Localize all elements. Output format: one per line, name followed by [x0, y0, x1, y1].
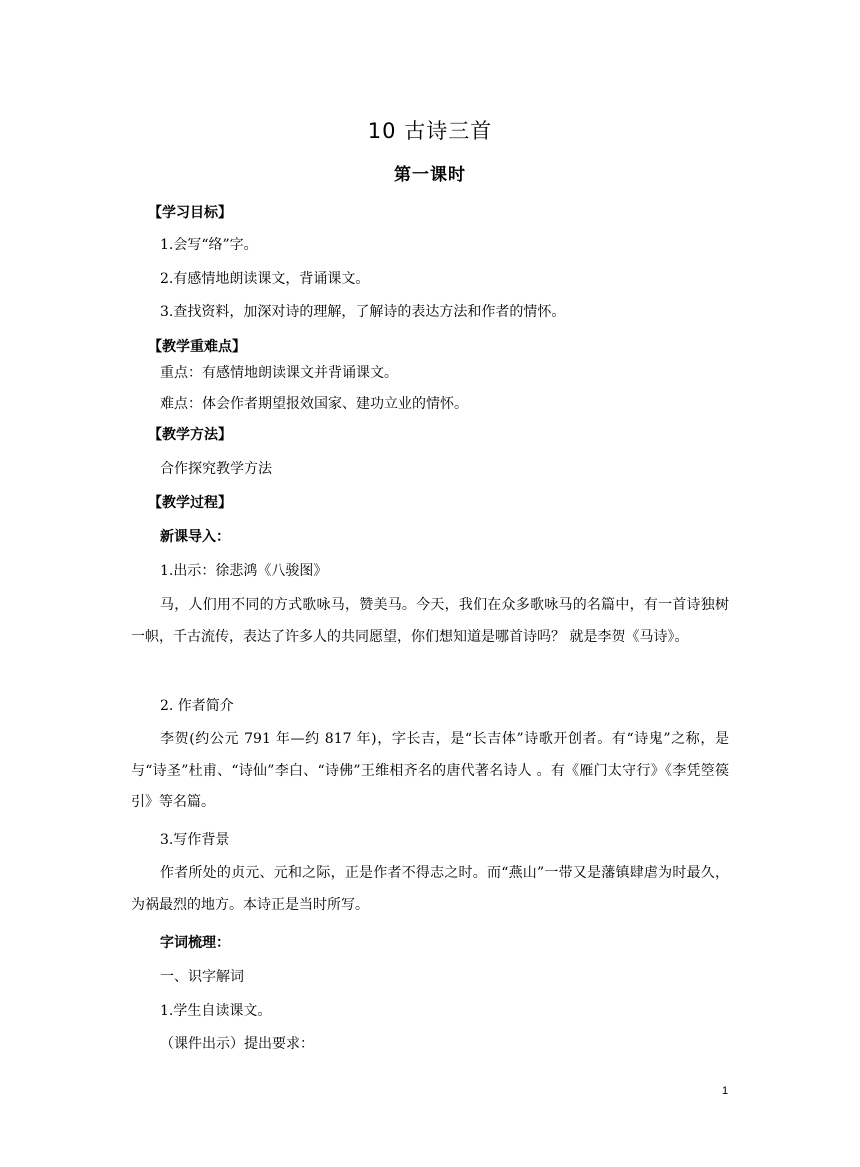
goal-item: 3.查找资料，加深对诗的理解，了解诗的表达方法和作者的情怀。 — [160, 304, 566, 320]
key-points-heading: 【教学重难点】 — [148, 339, 246, 355]
intro-paragraph — [131, 590, 729, 653]
background-heading: 3.写作背景 — [160, 832, 230, 848]
difficult-point: 难点：体会作者期望报效国家、建功立业的情怀。 — [160, 396, 468, 412]
goal-item: 2.有感情地朗读课文，背诵课文。 — [160, 271, 370, 287]
intro-heading: 新课导入： — [160, 529, 230, 545]
lesson-subtitle: 第一课时 — [394, 165, 466, 185]
vocab-item: （课件出示）提出要求： — [160, 1036, 314, 1052]
page-number: 1 — [722, 1085, 729, 1097]
intro-item: 1.出示：徐悲鸿《八骏图》 — [160, 563, 328, 579]
vocab-item: 1.学生自读课文。 — [160, 1003, 272, 1019]
author-paragraph-text: 李贺(约公元 791 年—约 817 年)，字长吉，是“长吉体”诗歌开创者。有“诗鬼”之称，是与“诗圣”杜甫、“诗仙”李白、“诗佛”王维相齐名的唐代著名诗人 。有《雁门太守行》《李凭箜篌引》等名篇。 — [131, 731, 729, 810]
author-paragraph — [131, 724, 729, 819]
author-heading: 2. 作者简介 — [160, 698, 234, 714]
key-point: 重点：有感情地朗读课文并背诵课文。 — [160, 365, 398, 381]
vocab-heading: 字词梳理： — [160, 935, 230, 951]
process-heading: 【教学过程】 — [148, 495, 232, 511]
vocab-item: 一、识字解词 — [160, 969, 244, 985]
method-heading: 【教学方法】 — [148, 427, 232, 443]
background-paragraph — [131, 858, 729, 921]
intro-paragraph-text: 马，人们用不同的方式歌咏马，赞美马。今天，我们在众多歌咏马的名篇中，有一首诗独树一帜，千古流传，表达了许多人的共同愿望，你们想知道是哪首诗吗？ 就是李贺《马诗》。 — [131, 597, 729, 645]
goals-heading: 【学习目标】 — [148, 205, 232, 221]
background-paragraph-text: 作者所处的贞元、元和之际，正是作者不得志之时。而“燕山”一带又是藩镇肆虐为时最久，为祸最烈的地方。本诗正是当时所写。 — [131, 865, 729, 913]
method-text: 合作探究教学方法 — [160, 461, 272, 477]
goal-item: 1.会写“络”字。 — [160, 237, 258, 253]
lesson-title: 10 古诗三首 — [367, 119, 493, 143]
